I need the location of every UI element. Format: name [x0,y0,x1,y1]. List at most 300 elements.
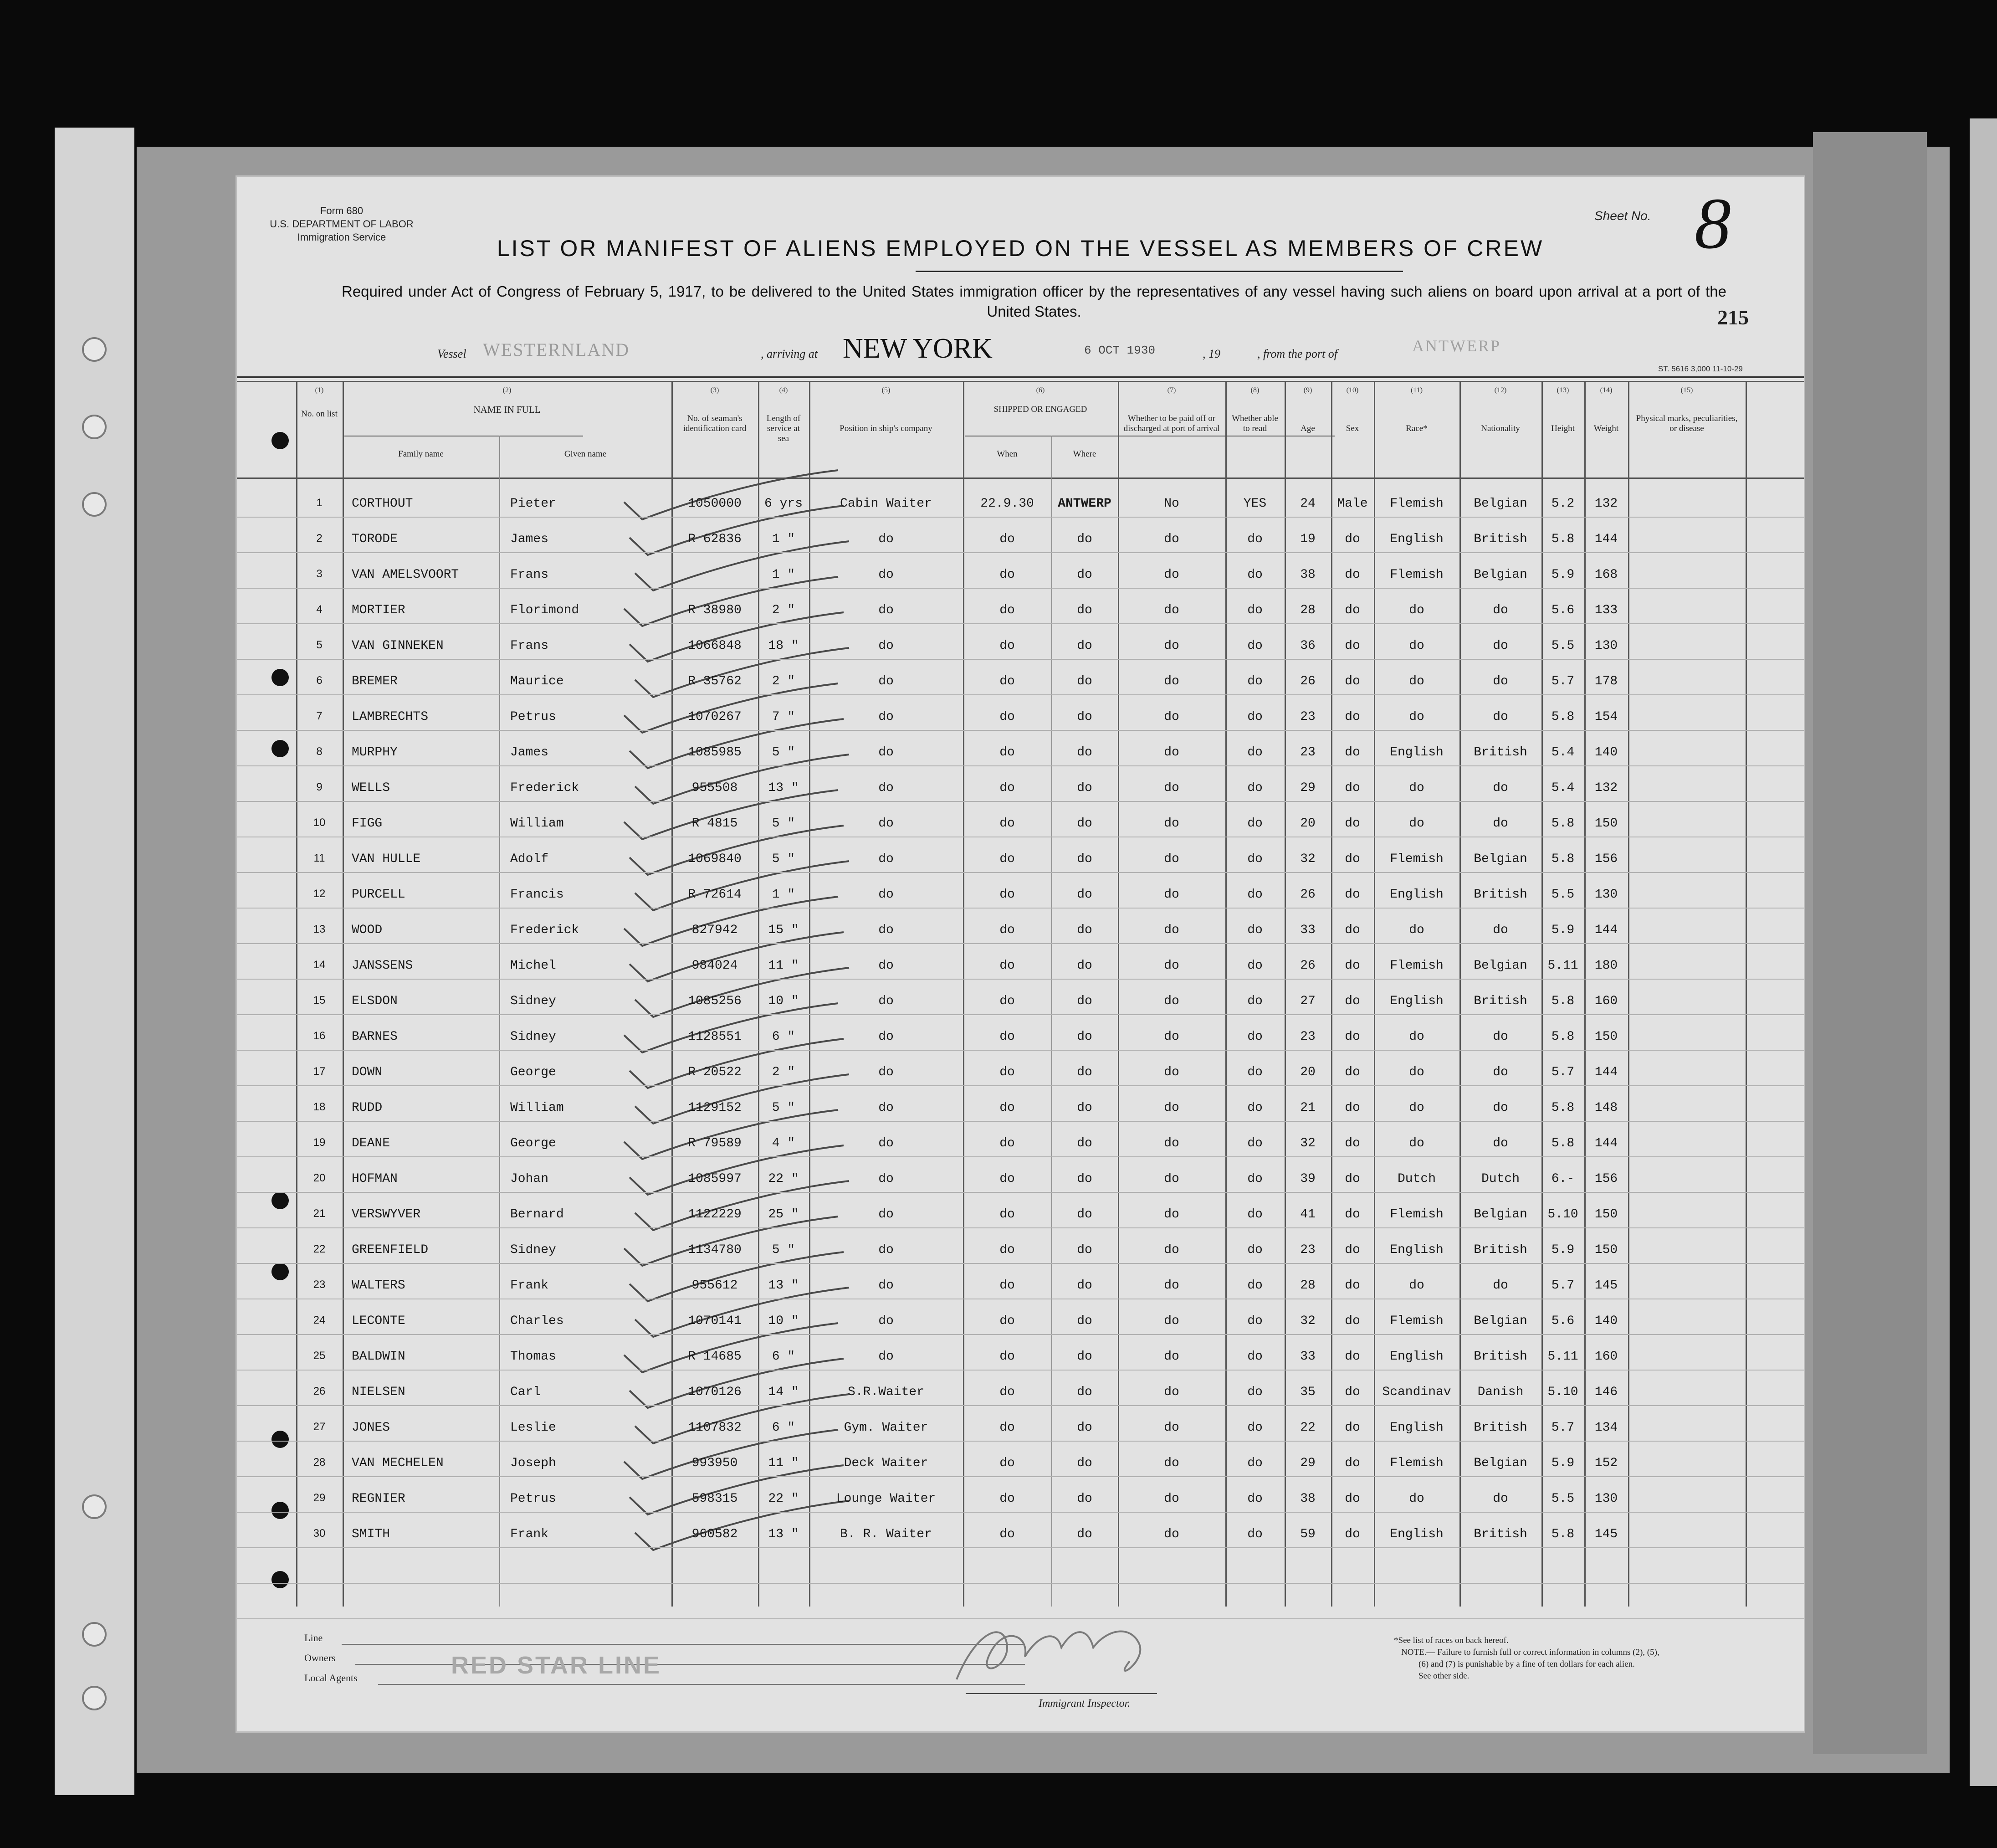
cell-when: do [999,959,1015,973]
cell-when: do [999,532,1015,546]
cell-where: do [1077,1136,1092,1150]
cell-nationality: do [1493,603,1508,617]
cell-height: 5.8 [1551,1030,1575,1044]
cell-family-name: SMITH [352,1527,390,1541]
inspector-label: Immigrant Inspector. [1039,1698,1131,1709]
cell-age: 36 [1300,639,1316,653]
cell-able-to-read: do [1247,1350,1263,1364]
cell-paid-off: do [1164,1350,1179,1364]
cell-no: 29 [313,1492,326,1504]
cell-sex: do [1345,1314,1360,1328]
cell-no: 19 [313,1136,326,1149]
cell-paid-off: do [1164,1030,1179,1044]
cell-id-card: 1069840 [688,852,742,866]
cell-nationality: do [1493,1492,1508,1506]
cell-height: 5.8 [1551,852,1575,866]
cell-id-card: 1070126 [688,1385,742,1399]
cell-height: 5.11 [1547,1350,1578,1364]
cell-weight: 168 [1594,568,1618,582]
cell-where: do [1077,1527,1092,1541]
cell-age: 21 [1300,1101,1316,1115]
cell-able-to-read: do [1247,1030,1263,1044]
cell-age: 41 [1300,1207,1316,1222]
cell-position: do [878,1136,894,1150]
table-row-rule [237,908,1804,909]
cell-nationality: do [1493,674,1508,688]
cell-age: 20 [1300,816,1316,831]
cell-position: do [878,1065,894,1079]
cell-race: Flemish [1390,852,1444,866]
cell-weight: 160 [1594,994,1618,1008]
cell-where: do [1077,1278,1092,1293]
cell-height: 5.8 [1551,816,1575,831]
table-row-rule [237,1583,1804,1584]
cell-able-to-read: do [1247,1136,1263,1150]
cell-when: do [999,639,1015,653]
col-number: (13) [1557,386,1569,394]
service-name: Immigration Service [297,231,386,243]
cell-when: do [999,1101,1015,1115]
cell-length-of-service: 6 yrs [764,497,803,511]
cell-id-card: 1128551 [688,1030,742,1044]
cell-sex: do [1345,1421,1360,1435]
cell-no: 22 [313,1243,326,1255]
cell-family-name: RUDD [352,1101,383,1115]
cell-no: 14 [313,959,326,971]
cell-no: 7 [316,710,323,722]
header-family-name: Family name [398,449,444,459]
sheet-number-handwritten: 8 [1695,183,1731,264]
cell-id-card: 1122229 [688,1207,742,1222]
cell-able-to-read: do [1247,1527,1263,1541]
cell-age: 35 [1300,1385,1316,1399]
cell-weight: 145 [1594,1278,1618,1293]
cell-nationality: do [1493,639,1508,653]
table-row-rule [237,801,1804,802]
title-underline [916,271,1403,272]
cell-paid-off: do [1164,710,1179,724]
table-row-rule [237,1370,1804,1371]
cell-position: Lounge Waiter [836,1492,936,1506]
cell-length-of-service: 5 " [772,745,795,760]
cell-family-name: WALTERS [352,1278,405,1293]
cell-no: 1 [316,497,323,509]
cell-paid-off: do [1164,781,1179,795]
cell-height: 5.6 [1551,1314,1575,1328]
table-row-rule [237,1085,1804,1086]
cell-id-card: 1085985 [688,745,742,760]
cell-length-of-service: 1 " [772,888,795,902]
col-number: (5) [881,386,891,394]
cell-race: Flemish [1390,1314,1444,1328]
cell-given-name: Leslie [510,1421,556,1435]
table-row-rule [237,1334,1804,1335]
header-shipped-or-engaged: SHIPPED OR ENGAGED [993,405,1087,414]
printing-code: ST. 5616 3,000 11-10-29 [1658,364,1743,373]
cell-where: do [1077,674,1092,688]
cell-length-of-service: 10 " [768,994,799,1008]
cell-able-to-read: do [1247,1207,1263,1222]
cell-given-name: George [510,1065,556,1079]
cell-when: do [999,1172,1015,1186]
cell-sex: do [1345,888,1360,902]
cell-able-to-read: do [1247,603,1263,617]
cell-id-card: 955612 [691,1278,738,1293]
table-row-rule [237,623,1804,624]
cell-no: 9 [316,781,323,793]
cell-able-to-read: do [1247,1278,1263,1293]
cell-length-of-service: 6 " [772,1030,795,1044]
cell-age: 23 [1300,1030,1316,1044]
cell-id-card: 1050000 [688,497,742,511]
cell-nationality: do [1493,923,1508,937]
header-weight: Weight [1593,424,1619,433]
cell-length-of-service: 5 " [772,816,795,831]
cell-when: do [999,674,1015,688]
binder-hole [82,1686,107,1710]
cell-when: do [999,1492,1015,1506]
cell-able-to-read: do [1247,1314,1263,1328]
cell-race: do [1409,1101,1424,1115]
cell-nationality: do [1493,816,1508,831]
cell-id-card: R 38980 [688,603,742,617]
cell-weight: 150 [1594,1030,1618,1044]
cell-sex: do [1345,1065,1360,1079]
cell-race: do [1409,816,1424,831]
cell-nationality: British [1474,1527,1527,1541]
cell-age: 23 [1300,1243,1316,1257]
cell-able-to-read: do [1247,994,1263,1008]
cell-height: 5.4 [1551,781,1575,795]
inspector-signature [938,1607,1193,1698]
cell-where: do [1077,1385,1092,1399]
cell-weight: 144 [1594,1136,1618,1150]
manifest-footer [237,1611,1804,1731]
cell-paid-off: do [1164,568,1179,582]
cell-weight: 156 [1594,852,1618,866]
adjacent-page-strip [1813,132,1927,1754]
cell-race: English [1390,888,1444,902]
cell-paid-off: do [1164,1385,1179,1399]
cell-able-to-read: do [1247,1421,1263,1435]
cell-able-to-read: do [1247,1101,1263,1115]
col-number: (12) [1494,386,1507,394]
header-position: Position in ship's company [840,424,932,433]
cell-age: 22 [1300,1421,1316,1435]
cell-height: 5.7 [1551,1421,1575,1435]
cell-able-to-read: do [1247,639,1263,653]
cell-sex: do [1345,1385,1360,1399]
cell-paid-off: do [1164,532,1179,546]
line-label: Line [304,1632,323,1643]
cell-family-name: REGNIER [352,1492,405,1506]
vessel-line [237,333,1804,368]
cell-race: do [1409,674,1424,688]
cell-where: do [1077,1314,1092,1328]
cell-height: 5.8 [1551,994,1575,1008]
cell-sex: do [1345,781,1360,795]
cell-weight: 130 [1594,639,1618,653]
cell-given-name: William [510,816,564,831]
cell-id-card: 955508 [691,781,738,795]
cell-sex: do [1345,710,1360,724]
see-other-side-note: See other side. [1418,1671,1470,1681]
cell-height: 5.8 [1551,1101,1575,1115]
header-able-to-read: Whether able to read [1232,414,1278,433]
cell-age: 23 [1300,710,1316,724]
cell-position: do [878,568,894,582]
table-row-rule [237,1014,1804,1015]
cell-when: do [999,888,1015,902]
cell-position: do [878,923,894,937]
cell-length-of-service: 2 " [772,1065,795,1079]
cell-height: 5.8 [1551,532,1575,546]
cell-height: 5.9 [1551,568,1575,582]
cell-weight: 144 [1594,923,1618,937]
cell-position: S.R.Waiter [847,1385,925,1399]
cell-race: Flemish [1390,568,1444,582]
cell-race: do [1409,1492,1424,1506]
cell-able-to-read: do [1247,1492,1263,1506]
cell-given-name: Florimond [510,603,579,617]
cell-position: do [878,1030,894,1044]
cell-paid-off: do [1164,994,1179,1008]
cell-age: 32 [1300,852,1316,866]
cell-able-to-read: do [1247,959,1263,973]
cell-able-to-read: do [1247,1065,1263,1079]
cell-when: do [999,923,1015,937]
cell-given-name: William [510,1101,564,1115]
header-when: When [997,449,1018,459]
cell-family-name: VERSWYVER [352,1207,421,1222]
binder-hole [82,337,107,362]
cell-weight: 150 [1594,816,1618,831]
cell-length-of-service: 13 " [768,1527,799,1541]
cell-weight: 145 [1594,1527,1618,1541]
cell-no: 15 [313,994,326,1006]
cell-position: Gym. Waiter [844,1421,928,1435]
cell-height: 5.5 [1551,1492,1575,1506]
cell-where: do [1077,603,1092,617]
cell-when: do [999,1527,1015,1541]
cell-id-card: 598315 [691,1492,738,1506]
cell-given-name: Frank [510,1278,549,1293]
col-number: (3) [710,386,719,394]
cell-length-of-service: 25 " [768,1207,799,1222]
cell-family-name: VAN GINNEKEN [352,639,444,653]
cell-position: do [878,745,894,760]
cell-where: do [1077,639,1092,653]
binder-margin-right [1970,118,1997,1786]
cell-given-name: Charles [510,1314,564,1328]
cell-sex: do [1345,639,1360,653]
cell-age: 28 [1300,1278,1316,1293]
col-number: (7) [1167,386,1176,394]
header-length-of-service: Length of service at sea [766,414,801,443]
cell-family-name: PURCELL [352,888,405,902]
cell-paid-off: do [1164,1278,1179,1293]
sheet-label: Sheet No. [1594,209,1651,223]
cell-family-name: JONES [352,1421,390,1435]
cell-age: 26 [1300,888,1316,902]
cell-length-of-service: 1 " [772,532,795,546]
cell-race: English [1390,532,1444,546]
cell-paid-off: do [1164,603,1179,617]
cell-position: B. R. Waiter [840,1527,932,1541]
header-height: Height [1551,424,1575,433]
cell-paid-off: do [1164,888,1179,902]
cell-position: do [878,959,894,973]
cell-given-name: Frans [510,639,549,653]
cell-given-name: Michel [510,959,556,973]
binder-hole [82,492,107,517]
cell-weight: 180 [1594,959,1618,973]
table-row-rule [237,659,1804,660]
cell-where: do [1077,852,1092,866]
cell-where: do [1077,816,1092,831]
cell-id-card: 1085256 [688,994,742,1008]
form-number: Form 680 [320,205,364,216]
header-rule [237,376,1804,378]
cell-when: do [999,1243,1015,1257]
cell-position: do [878,852,894,866]
cell-where: do [1077,1172,1092,1186]
header-sex: Sex [1346,424,1359,433]
cell-able-to-read: do [1247,816,1263,831]
cell-id-card: R 14685 [688,1350,742,1364]
cell-paid-off: do [1164,1492,1179,1506]
cell-id-card: R 72614 [688,888,742,902]
col-number: (6) [1036,386,1045,394]
cell-id-card: 1107832 [688,1421,742,1435]
table-row-rule [237,1192,1804,1193]
header-where: Where [1073,449,1096,459]
cell-position: do [878,994,894,1008]
cell-where: do [1077,1456,1092,1470]
cell-sex: do [1345,994,1360,1008]
cell-length-of-service: 5 " [772,1101,795,1115]
red-star-line-stamp: RED STAR LINE [451,1652,662,1679]
cell-race: English [1390,1243,1444,1257]
cell-weight: 140 [1594,1314,1618,1328]
cell-race: Flemish [1390,1456,1444,1470]
header-age: Age [1301,424,1315,433]
cell-no: 4 [316,603,323,616]
cell-paid-off: do [1164,959,1179,973]
cell-where: do [1077,888,1092,902]
cell-given-name: Bernard [510,1207,564,1222]
cell-age: 29 [1300,781,1316,795]
table-row-rule [237,1441,1804,1442]
cell-position: do [878,1207,894,1222]
table-row-rule [237,872,1804,873]
cell-sex: do [1345,816,1360,831]
cell-no: 25 [313,1350,326,1362]
cell-given-name: Petrus [510,1492,556,1506]
cell-id-card: R 4815 [691,816,738,831]
cell-no: 27 [313,1421,326,1433]
cell-race: Flemish [1390,1207,1444,1222]
cell-family-name: BARNES [352,1030,398,1044]
cell-height: 5.7 [1551,1065,1575,1079]
cell-length-of-service: 2 " [772,674,795,688]
from-port-label: , from the port of [1257,347,1337,360]
cell-nationality: British [1474,1421,1527,1435]
cell-nationality: Belgian [1474,568,1527,582]
cell-age: 33 [1300,1350,1316,1364]
cell-race: Flemish [1390,959,1444,973]
cell-id-card: 993950 [691,1456,738,1470]
cell-where: do [1077,923,1092,937]
cell-where: do [1077,532,1092,546]
cell-family-name: LECONTE [352,1314,405,1328]
cell-height: 5.11 [1547,959,1578,973]
cell-when: do [999,1350,1015,1364]
page-title: LIST OR MANIFEST OF ALIENS EMPLOYED ON THE VESSEL AS MEMBERS OF CREW [497,236,1544,261]
cell-race: English [1390,1350,1444,1364]
cell-paid-off: do [1164,639,1179,653]
cell-no: 17 [313,1065,326,1078]
cell-able-to-read: YES [1243,497,1267,511]
date-stamp: 6 OCT 1930 [1084,344,1156,357]
cell-sex: do [1345,745,1360,760]
cell-where: do [1077,994,1092,1008]
cell-length-of-service: 5 " [772,1243,795,1257]
cell-position: do [878,674,894,688]
header-name-in-full: NAME IN FULL [473,404,541,415]
header-physical-marks: Physical marks, peculiarities, or disease [1636,414,1738,433]
cell-sex: do [1345,959,1360,973]
cell-given-name: Thomas [510,1350,556,1364]
cell-no: 8 [316,745,323,758]
vessel-name: WESTERNLAND [483,339,630,360]
cell-sex: do [1345,1456,1360,1470]
cell-nationality: British [1474,532,1527,546]
arriving-label: , arriving at [761,347,818,360]
cell-position: do [878,816,894,831]
cell-race: do [1409,923,1424,937]
cell-age: 28 [1300,603,1316,617]
cell-weight: 150 [1594,1207,1618,1222]
cell-able-to-read: do [1247,1456,1263,1470]
table-row-rule [237,765,1804,766]
cell-sex: do [1345,532,1360,546]
cell-sex: do [1345,1278,1360,1293]
table-row-rule [237,1263,1804,1264]
cell-when: do [999,816,1015,831]
cell-where: do [1077,1350,1092,1364]
cell-able-to-read: do [1247,745,1263,760]
cell-given-name: Carl [510,1385,541,1399]
cell-position: Cabin Waiter [840,497,932,511]
cell-id-card: 984024 [691,959,738,973]
cell-family-name: MORTIER [352,603,405,617]
fine-note-line-1: NOTE.— Failure to furnish full or correct information in columns (2), (5), [1401,1648,1659,1657]
cell-length-of-service: 5 " [772,852,795,866]
cell-nationality: do [1493,710,1508,724]
cell-length-of-service: 22 " [768,1492,799,1506]
cell-race: English [1390,745,1444,760]
cell-length-of-service: 13 " [768,1278,799,1293]
cell-length-of-service: 22 " [768,1172,799,1186]
cell-no: 26 [313,1385,326,1397]
cell-paid-off: do [1164,1314,1179,1328]
cell-when: do [999,710,1015,724]
cell-length-of-service: 2 " [772,603,795,617]
cell-weight: 140 [1594,745,1618,760]
cell-weight: 160 [1594,1350,1618,1364]
cell-family-name: HOFMAN [352,1172,398,1186]
